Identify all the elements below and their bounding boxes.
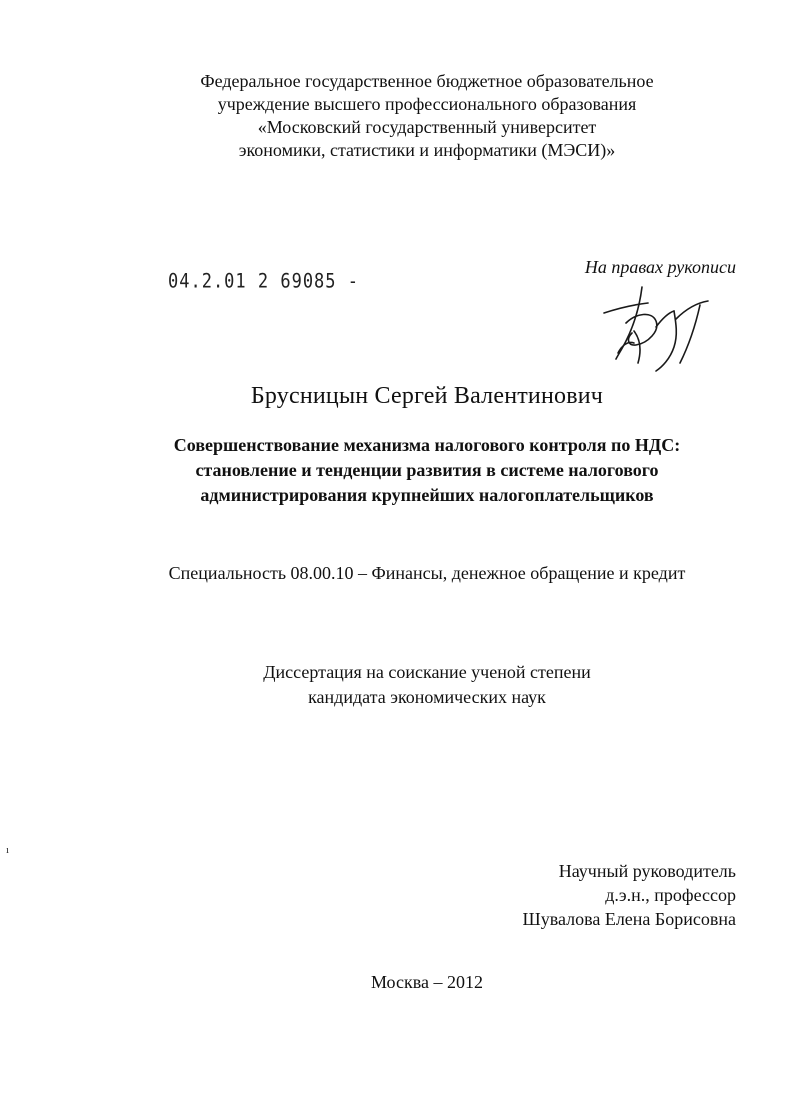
institution-line: экономики, статистики и информатики (МЭСИ)» [238, 140, 616, 160]
supervisor-line: Научный руководитель [558, 861, 736, 881]
institution-header [0, 70, 794, 162]
speciality: Специальность 08.00.10 – Финансы, денежное обращение и кредит [168, 563, 686, 583]
title-line: становление и тенденции развития в системе налогового [195, 460, 659, 480]
registration-number: 04.2.01 2 69085 - [168, 270, 359, 293]
degree-line: Диссертация на соискание ученой степени [263, 662, 591, 682]
institution-line: учреждение высшего профессионального образования [217, 94, 637, 114]
city-year: Москва – 2012 [371, 972, 483, 992]
title-line: Совершенствование механизма налогового контроля по НДС: [173, 435, 681, 455]
supervisor-line: д.э.н., профессор [605, 885, 736, 905]
signature-icon [596, 283, 716, 378]
degree-line: кандидата экономических наук [308, 687, 546, 707]
dissertation-title [0, 433, 794, 508]
supervisor-line: Шувалова Елена Борисовна [522, 909, 736, 929]
degree-statement [0, 660, 794, 710]
supervisor-block [523, 859, 736, 931]
margin-mark: ı [6, 844, 10, 856]
title-line: администрирования крупнейших налогоплательщиков [200, 485, 654, 505]
institution-line: «Московский государственный университет [257, 117, 597, 137]
institution-line: Федеральное государственное бюджетное образовательное [200, 71, 654, 91]
author-name: Брусницын Сергей Валентинович [250, 383, 604, 409]
rights-note: На правах рукописи [584, 257, 736, 277]
